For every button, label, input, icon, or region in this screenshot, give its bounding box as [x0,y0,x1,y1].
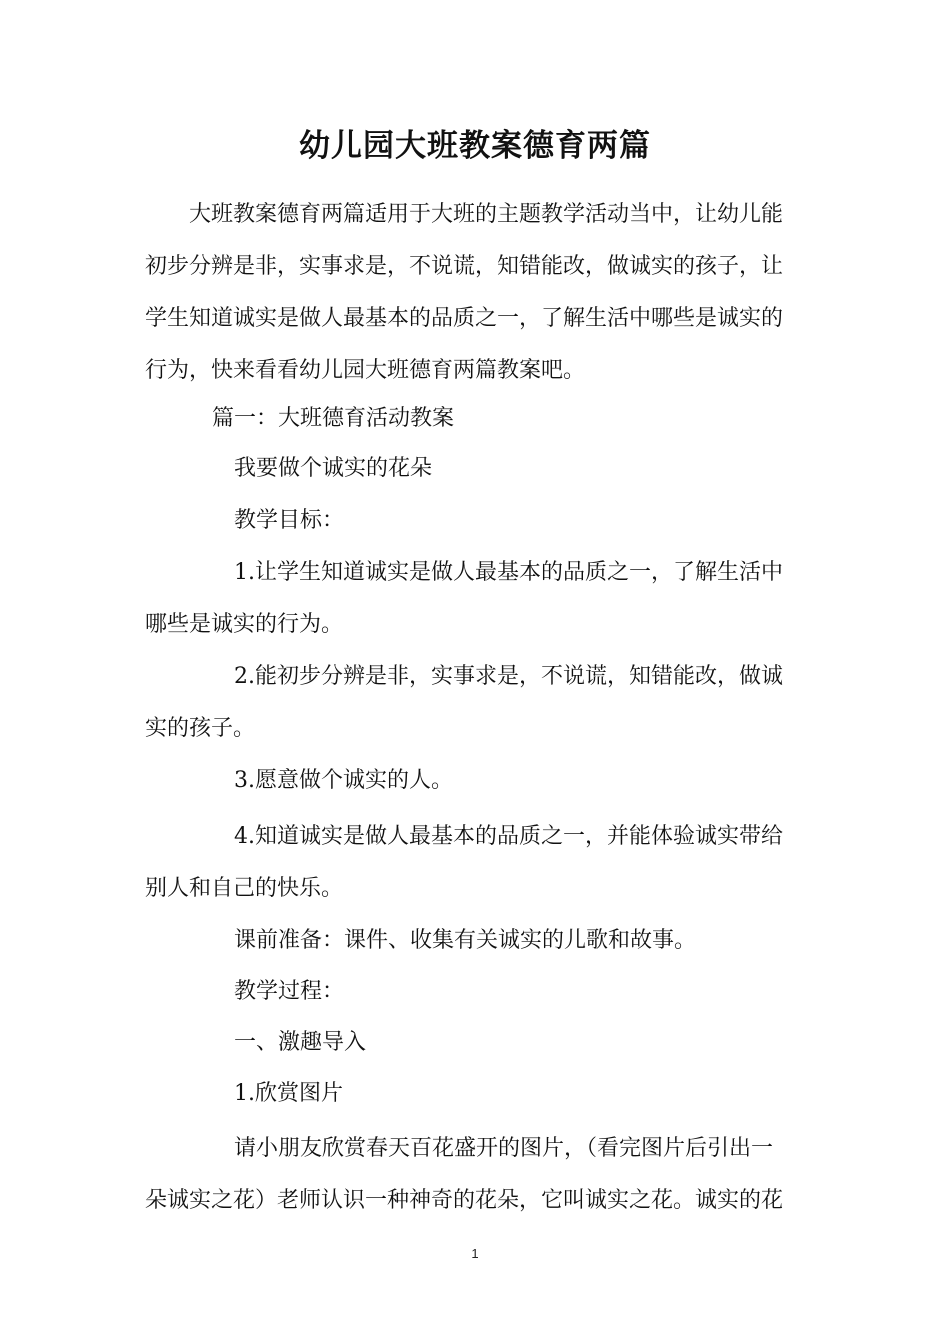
page-number: 1 [471,1246,479,1261]
step-1-text-line-2: 朵诚实之花）老师认识一种神奇的花朵，它叫诚实之花。诚实的花 [145,1188,784,1213]
step-1-subheading: 1.欣赏图片 [234,1081,343,1106]
goal-4-line-1: 4.知道诚实是做人最基本的品质之一，并能体验诚实带给 [234,824,783,849]
intro-line-3: 学生知道诚实是做人最基本的品质之一，了解生活中哪些是诚实的 [145,306,784,331]
goal-3: 3.愿意做个诚实的人。 [234,768,453,793]
section-heading: 篇一：大班德育活动教案 [212,406,455,431]
goals-heading: 教学目标： [234,508,345,533]
goal-4-line-2: 别人和自己的快乐。 [145,876,344,901]
intro-line-2: 初步分辨是非，实事求是，不说谎，知错能改，做诚实的孩子，让 [145,254,784,279]
intro-line-1: 大班教案德育两篇适用于大班的主题教学活动当中，让幼儿能 [189,202,784,227]
preparation: 课前准备：课件、收集有关诚实的儿歌和故事。 [234,928,697,953]
step-1-heading: 一、激趣导入 [234,1030,367,1055]
goal-1-line-2: 哪些是诚实的行为。 [145,612,344,637]
document-title: 幼儿园大班教案德育两篇 [299,128,651,164]
process-heading: 教学过程： [234,979,345,1004]
intro-line-4: 行为，快来看看幼儿园大班德育两篇教案吧。 [145,358,586,383]
goal-2-line-1: 2.能初步分辨是非，实事求是，不说谎，知错能改，做诚 [234,664,783,689]
goal-2-line-2: 实的孩子。 [145,716,256,741]
step-1-text-line-1: 请小朋友欣赏春天百花盛开的图片，（看完图片后引出一 [234,1136,774,1161]
goal-1-line-1: 1.让学生知道诚实是做人最基本的品质之一，了解生活中 [234,560,783,585]
lesson-title: 我要做个诚实的花朵 [234,456,433,481]
